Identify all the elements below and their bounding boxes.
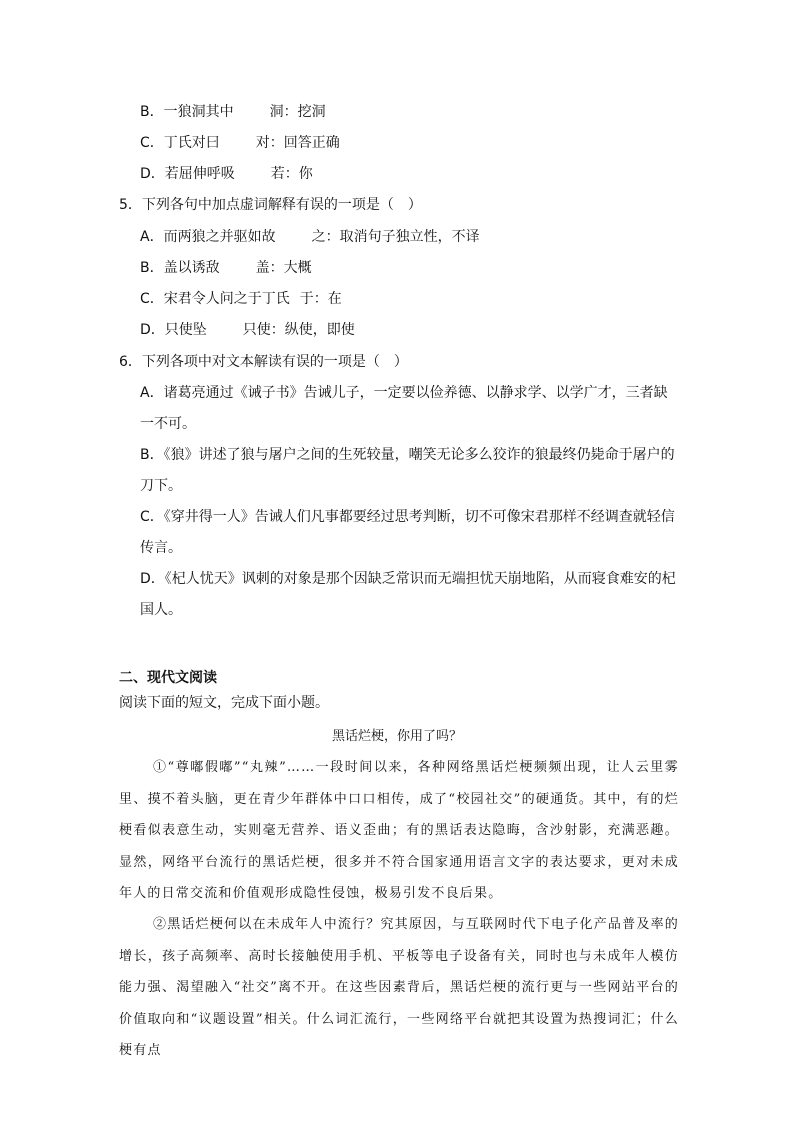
q6-option-b-line1: B．《狼》讲述了狼与屠户之间的生死较量，嘲笑无论多么狡诈的狼最终仍毙命于屠户的 (140, 447, 675, 463)
q6-option-a-line2: 一不可。 (140, 416, 196, 432)
q5-option-b (140, 258, 312, 278)
option-gloss: 于：在 (299, 291, 342, 307)
article-paragraph-1: ①“尊嘟假嘟”“丸辣”……一段时间以来，各种网络黑话烂梗频频出现，让人云里雾里、摸不着头脑，更在青少年群体中口口相传，成了“校园社交”的硬通货。其中，有的烂梗看似表意生动，实则毫无营养、语义歪曲；有的黑话表达隐晦，含沙射影，充满恶趣。显然，网络平台流行的黑话烂梗，很多并不符合国家通用语言文字的表达要求，更对未成年人的日常交流和价值观形成隐性侵蚀，极易引发不良后果。 (119, 760, 679, 901)
option-label: A．而两狼之并驱如故 (140, 229, 276, 245)
q6-stem: 6．下列各项中对文本解读有误的一项是（ ） (119, 354, 408, 370)
q5-option-a (140, 227, 480, 247)
article-title: 黑话烂梗，你用了吗？ (331, 729, 462, 744)
q6-option-a-line1: A．诸葛亮通过《诫子书》告诫儿子，一定要以俭养德、以静求学、以学广才，三者缺 (140, 385, 668, 401)
section-title: 二、现代文阅读 (119, 670, 217, 686)
q6-option-d-line1: D．《杞人忧天》讽刺的对象是那个因缺乏常识而无端担忧天崩地陷，从而寝食难安的杞 (140, 571, 676, 587)
q5-stem: 5．下列各句中加点虚词解释有误的一项是（ ） (119, 197, 422, 213)
option-gloss: 对：回答正确 (255, 135, 340, 151)
option-label: C．丁氏对曰 (140, 135, 220, 151)
option-gloss: 洞：挖洞 (269, 104, 326, 120)
option-label: B．一狼洞其中 (140, 104, 234, 120)
option-gloss: 盖：大概 (255, 260, 312, 276)
q5-option-d (140, 320, 355, 340)
option-gloss: 之：取消句子独立性，不译 (311, 229, 480, 245)
article-paragraph-2: ②黑话烂梗何以在未成年人中流行？究其原因，与互联网时代下电子化产品普及率的增长，孩子高频率、高时长接触使用手机、平板等电子设备有关，同时也与未成年人模仿能力强、渴望融入“社交”离不开。在这些因素背后，黑话烂梗的流行更与一些网站平台的价值取向和“议题设置”相关。什么词汇流行，一些网络平台就把其设置为热搜词汇；什么梗有点 (119, 917, 679, 1058)
q4-option-d (140, 164, 313, 184)
q5-option-c (140, 289, 342, 309)
q4-option-b (140, 102, 326, 122)
q4-option-c (140, 133, 340, 153)
q6-option-b-line2: 刀下。 (140, 478, 182, 494)
option-label: D．若屈伸呼吸 (140, 166, 235, 182)
section-instruction: 阅读下面的短文，完成下面小题。 (119, 695, 329, 711)
option-gloss: 若：你 (270, 166, 313, 182)
option-label: C．宋君令人问之于丁氏 (140, 291, 290, 307)
q6-option-c-line1: C．《穿井得一人》告诫人们凡事都要经过思考判断，切不可像宋君那样不经调查就轻信 (140, 509, 675, 525)
q6-option-d-line2: 国人。 (140, 602, 182, 618)
option-label: B．盖以诱敌 (140, 260, 220, 276)
q6-option-c-line2: 传言。 (140, 540, 182, 556)
option-label: D．只使坠 (140, 322, 207, 338)
option-gloss: 只使：纵使，即使 (242, 322, 355, 338)
